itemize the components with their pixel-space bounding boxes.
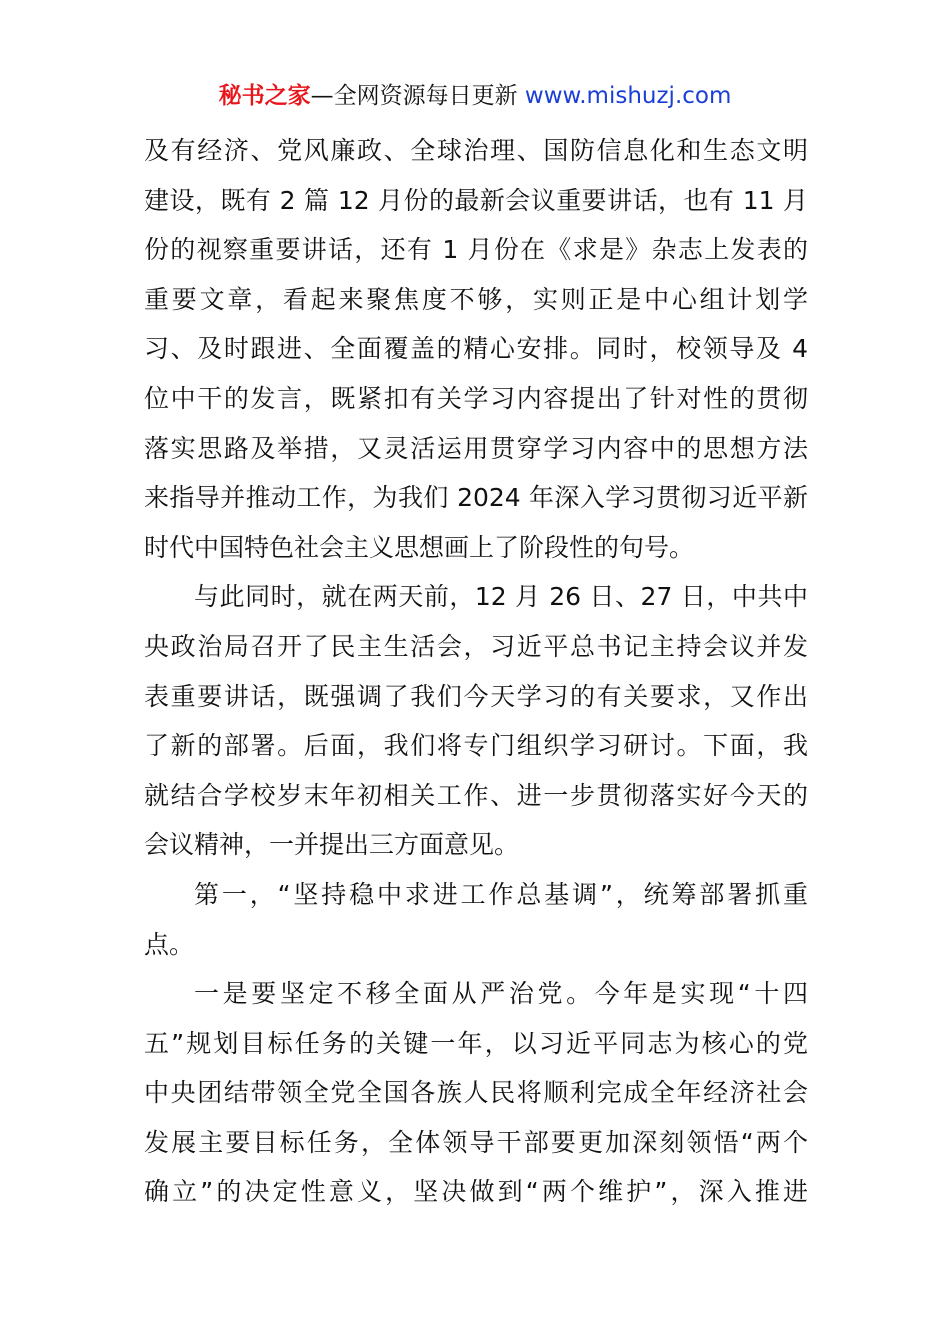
text-line: 建设，既有 2 篇 12 月份的最新会议重要讲话，也有 11 月 (144, 185, 808, 215)
site-watermark-header (0, 80, 950, 112)
text-line: 时代中国特色社会主义思想画上了阶段性的句号。 (144, 532, 695, 562)
text-line: 确立”的决定性意义，坚决做到“两个维护”，深入推进 (144, 1177, 808, 1207)
header-tagline: —全网资源每日更新 (310, 83, 518, 109)
text-line: 重要文章，看起来聚焦度不够，实则正是中心组计划学 (144, 284, 808, 314)
text-line: 就结合学校岁末年初相关工作、进一步贯彻落实好今天的 (144, 780, 808, 810)
text-line: 了新的部署。后面，我们将专门组织学习研讨。下面，我 (144, 731, 808, 761)
section-heading-line: 点。 (144, 929, 195, 959)
text-line: 中央团结带领全党全国各族人民将顺利完成全年经济社会 (144, 1078, 808, 1108)
site-url: www.mishuzj.com (524, 83, 732, 109)
text-line: 表重要讲话，既强调了我们今天学习的有关要求，又作出 (144, 681, 808, 711)
text-line: 央政治局召开了民主生活会，习近平总书记主持会议并发 (144, 631, 808, 661)
document-body (144, 126, 808, 1217)
text-line: 来指导并推动工作，为我们 2024 年深入学习贯彻习近平新 (144, 483, 808, 513)
text-line: 及有经济、党风廉政、全球治理、国防信息化和生态文明 (144, 136, 808, 165)
text-line: 位中干的发言，既紧扣有关学习内容提出了针对性的贯彻 (144, 383, 808, 413)
text-line: 会议精神，一并提出三方面意见。 (144, 830, 520, 860)
text-line: 五”规划目标任务的关键一年，以习近平同志为核心的党 (144, 1028, 808, 1058)
text-line: 发展主要目标任务，全体领导干部要更加深刻领悟“两个 (144, 1127, 808, 1157)
section-heading-line: 第一，“坚持稳中求进工作总基调”，统筹部署抓重 (194, 879, 808, 909)
text-line: 落实思路及举措，又灵活运用贯穿学习内容中的思想方法 (144, 433, 808, 463)
paragraph-start-line: 一是要坚定不移全面从严治党。今年是实现“十四 (194, 979, 808, 1009)
brand-name: 秘书之家 (218, 83, 311, 109)
text-line: 习、及时跟进、全面覆盖的精心安排。同时，校领导及 4 (144, 334, 808, 364)
paragraph-start-line: 与此同时，就在两天前，12 月 26 日、27 日，中共中 (194, 582, 808, 612)
text-line: 份的视察重要讲话，还有 1 月份在《求是》杂志上发表的 (144, 235, 808, 265)
